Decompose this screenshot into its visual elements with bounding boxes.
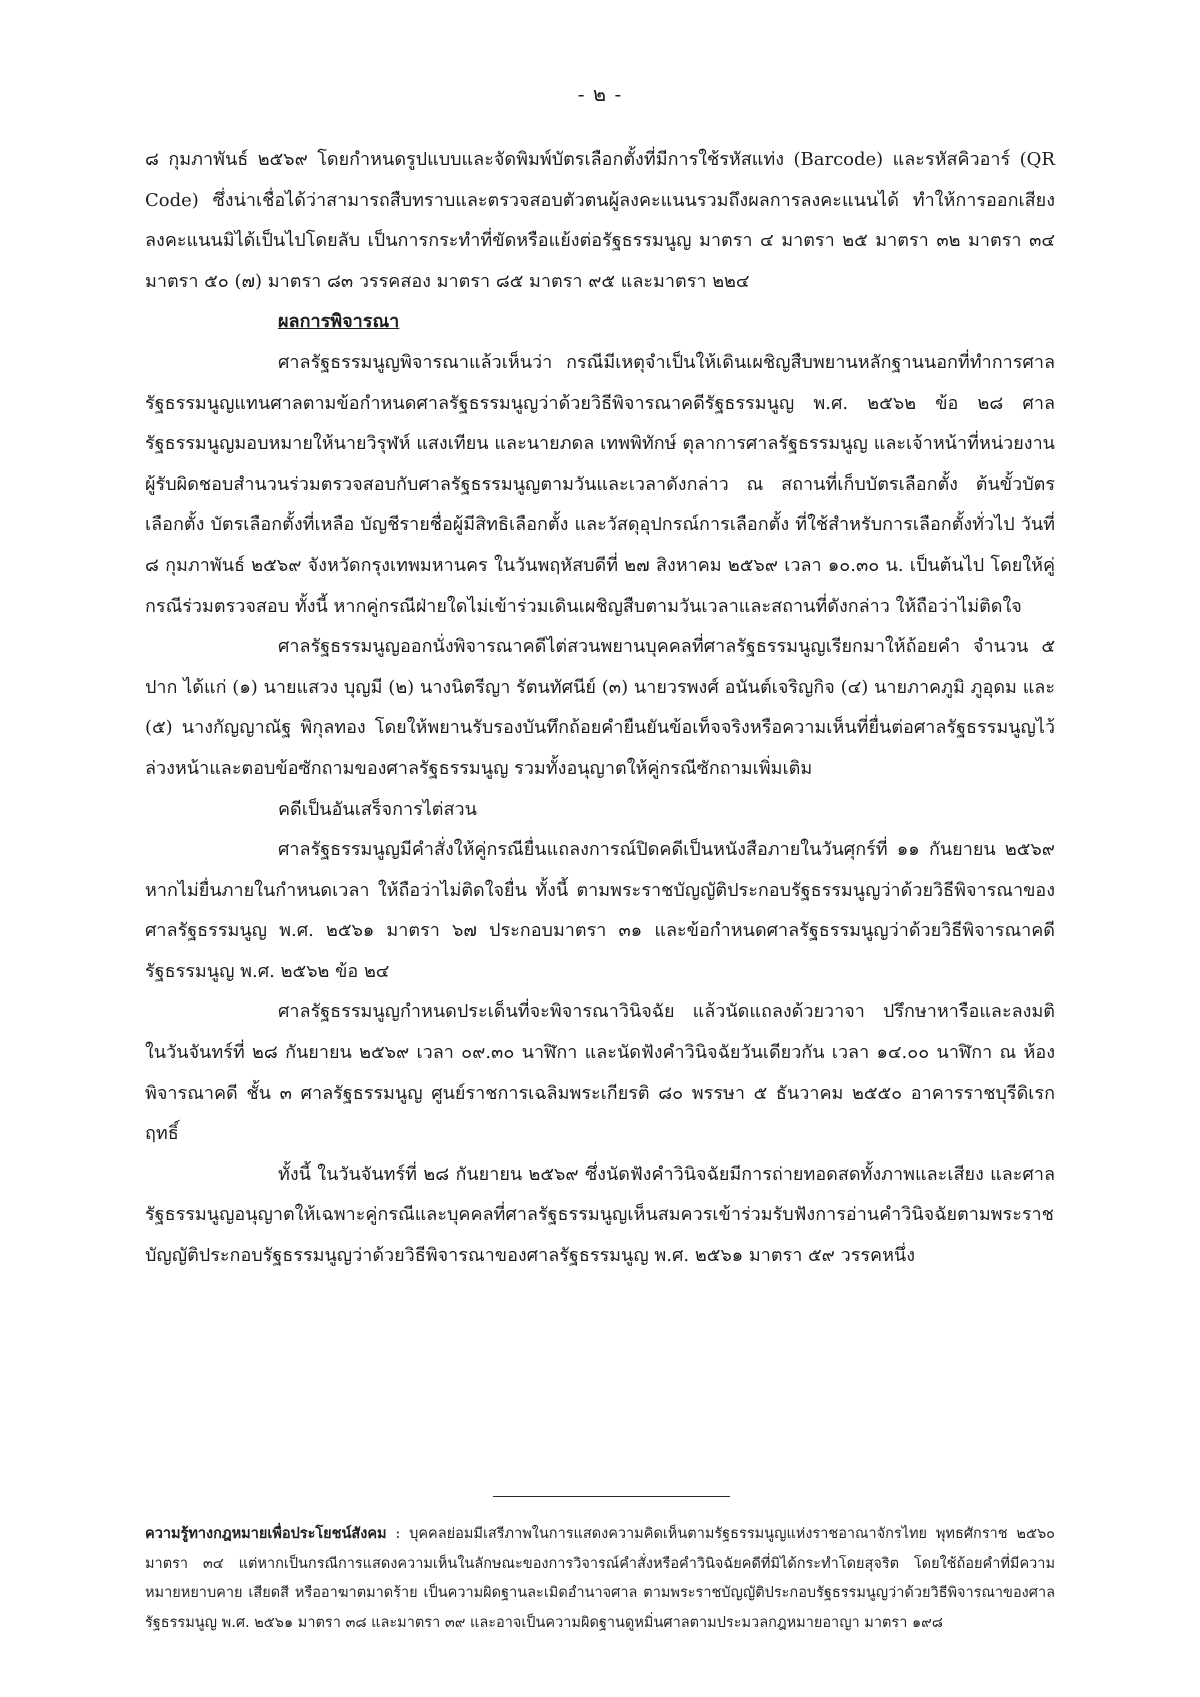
paragraph-site-inspection: ศาลรัฐธรรมนูญพิจารณาแล้วเห็นว่า กรณีมีเหตุจำเป็นให้เดินเผชิญสืบพยานหลักฐานนอกที่ทำการศาลรัฐธรรมนูญแทนศาลตามข้อกำหนดศาลรัฐธรรมนูญว่าด้วยวิธีพิจารณาคดีรัฐธรรมนูญ พ.ศ. ๒๕๖๒ ข้อ ๒๘ ศาลรัฐธรรมนูญมอบหมายให้นายวิรุฬห์ แสงเทียน และนายภดล เทพพิทักษ์ ตุลาการศาลรัฐธรรมนูญ และเจ้าหน้าที่หน่วยงานผู้รับผิดชอบสำนวนร่วมตรวจสอบกับศาลรัฐธรรมนูญตามวันและเวลาดังกล่าว ณ สถานที่เก็บบัตรเลือกตั้ง ต้นขั้วบัตรเลือกตั้ง บัตรเลือกตั้งที่เหลือ บัญชีรายชื่อผู้มีสิทธิเลือกตั้ง และวัสดุอุปกรณ์การเลือกตั้ง ที่ใช้สำหรับการเลือกตั้งทั่วไป วันที่ ๘ กุมภาพันธ์ ๒๕๖๙ จังหวัดกรุงเทพมหานคร ในวันพฤหัสบดีที่ ๒๗ สิงหาคม ๒๕๖๙ เวลา ๑๐.๓๐ น. เป็นต้นไป โดยให้คู่กรณีร่วมตรวจสอบ ทั้งนี้ หากคู่กรณีฝ่ายใดไม่เข้าร่วมเดินเผชิญสืบตามวันเวลาและสถานที่ดังกล่าว ให้ถือว่าไม่ติดใจ bbox=[145, 351, 1055, 617]
paragraph-closing-statement-order: ศาลรัฐธรรมนูญมีคำสั่งให้คู่กรณียื่นแถลงการณ์ปิดคดีเป็นหนังสือภายในวันศุกร์ที่ ๑๑ กันยายน ๒๕๖๙ หากไม่ยื่นภายในกำหนดเวลา ให้ถือว่าไม่ติดใจยื่น ทั้งนี้ ตามพระราชบัญญัติประกอบรัฐธรรมนูญว่าด้วยวิธีพิจารณาของศาลรัฐธรรมนูญ พ.ศ. ๒๕๖๑ มาตรา ๖๗ ประกอบมาตรา ๓๑ และข้อกำหนดศาลรัฐธรรมนูญว่าด้วยวิธีพิจารณาคดีรัฐธรรมนูญ พ.ศ. ๒๕๖๒ ข้อ ๒๔ bbox=[145, 839, 1055, 982]
footnote-separator-colon: : bbox=[386, 1526, 410, 1542]
paragraph-witness-hearing: ศาลรัฐธรรมนูญออกนั่งพิจารณาคดีไต่สวนพยานบุคคลที่ศาลรัฐธรรมนูญเรียกมาให้ถ้อยคำ จำนวน ๕ ปาก ได้แก่ (๑) นายแสวง บุญมี (๒) นางนิตรีญา รัตนทัศนีย์ (๓) นายวรพงศ์ อนันต์เจริญกิจ (๔) นายภาคภูมิ ภูอุดม และ (๕) นางกัญญาณัฐ พิกุลทอง โดยให้พยานรับรองบันทึกถ้อยคำยืนยันข้อเท็จจริงหรือความเห็นที่ยื่นต่อศาลรัฐธรรมนูญไว้ล่วงหน้าและตอบข้อซักถามของศาลรัฐธรรมนูญ รวมทั้งอนุญาตให้คู่กรณีซักถามเพิ่มเติม bbox=[145, 636, 1055, 779]
page-number: - ๒ - bbox=[577, 82, 623, 106]
legal-knowledge-footnote bbox=[145, 1519, 1055, 1638]
paragraph-petition-continued: ๘ กุมภาพันธ์ ๒๕๖๙ โดยกำหนดรูปแบบและจัดพิมพ์บัตรเลือกตั้งที่มีการใช้รหัสแท่ง (Barcode) และรหัสคิวอาร์ (QR Code) ซึ่งน่าเชื่อได้ว่าสามารถสืบทราบและตรวจสอบตัวตนผู้ลงคะแนนรวมถึงผลการลงคะแนนได้ ทำให้การออกเสียงลงคะแนนมิได้เป็นไปโดยลับ เป็นการกระทำที่ขัดหรือแย้งต่อรัฐธรรมนูญ มาตรา ๔ มาตรา ๒๕ มาตรา ๓๒ มาตรา ๓๔ มาตรา ๕๐ (๗) มาตรา ๘๓ วรรคสอง มาตรา ๘๕ มาตรา ๙๕ และมาตรา ๒๒๔ bbox=[145, 149, 1055, 292]
paragraph-live-broadcast: ทั้งนี้ ในวันจันทร์ที่ ๒๘ กันยายน ๒๕๖๙ ซึ่งนัดฟังคำวินิจฉัยมีการถ่ายทอดสดทั้งภาพและเสียง และศาลรัฐธรรมนูญอนุญาตให้เฉพาะคู่กรณีและบุคคลที่ศาลรัฐธรรมนูญเห็นสมควรเข้าร่วมรับฟังการอ่านคำวินิจฉัยตามพระราชบัญญัติประกอบรัฐธรรมนูญว่าด้วยวิธีพิจารณาของศาลรัฐธรรมนูญ พ.ศ. ๒๕๖๑ มาตรา ๕๙ วรรคหนึ่ง bbox=[145, 1163, 1055, 1267]
footnote-title: ความรู้ทางกฎหมายเพื่อประโยชน์สังคม bbox=[145, 1525, 387, 1542]
section-heading-consideration-result: ผลการพิจารณา bbox=[278, 311, 400, 333]
document-body bbox=[145, 140, 1055, 1277]
footnote-separator-line bbox=[493, 1496, 730, 1497]
footnote-text: บุคคลย่อมมีเสรีภาพในการแสดงความคิดเห็นตามรัฐธรรมนูญแห่งราชอาณาจักรไทย พุทธศักราช ๒๕๖๐ มาตรา ๓๔ แต่หากเป็นกรณีการแสดงความเห็นในลักษณะของการวิจารณ์คำสั่งหรือคำวินิจฉัยคดีที่มิได้กระทำโดยสุจริต โดยใช้ถ้อยคำที่มีความหมายหยาบคาย เสียดสี หรืออาฆาตมาดร้าย เป็นความผิดฐานละเมิดอำนาจศาล ตามพระราชบัญญัติประกอบรัฐธรรมนูญว่าด้วยวิธีพิจารณาของศาลรัฐธรรมนูญ พ.ศ. ๒๕๖๑ มาตรา ๓๘ และมาตรา ๓๙ และอาจเป็นความผิดฐานดูหมิ่นศาลตามประมวลกฎหมายอาญา มาตรา ๑๙๘ bbox=[145, 1526, 1055, 1631]
paragraph-inquiry-complete: คดีเป็นอันเสร็จการไต่สวน bbox=[278, 798, 477, 820]
paragraph-ruling-schedule: ศาลรัฐธรรมนูญกำหนดประเด็นที่จะพิจารณาวินิจฉัย แล้วนัดแถลงด้วยวาจา ปรึกษาหารือและลงมติ ในวันจันทร์ที่ ๒๘ กันยายน ๒๕๖๙ เวลา ๐๙.๓๐ นาฬิกา และนัดฟังคำวินิจฉัยวันเดียวกัน เวลา ๑๔.๐๐ นาฬิกา ณ ห้องพิจารณาคดี ชั้น ๓ ศาลรัฐธรรมนูญ ศูนย์ราชการเฉลิมพระเกียรติ ๘๐ พรรษา ๕ ธันวาคม ๒๕๕๐ อาคารราชบุรีดิเรกฤทธิ์ bbox=[145, 1001, 1055, 1145]
